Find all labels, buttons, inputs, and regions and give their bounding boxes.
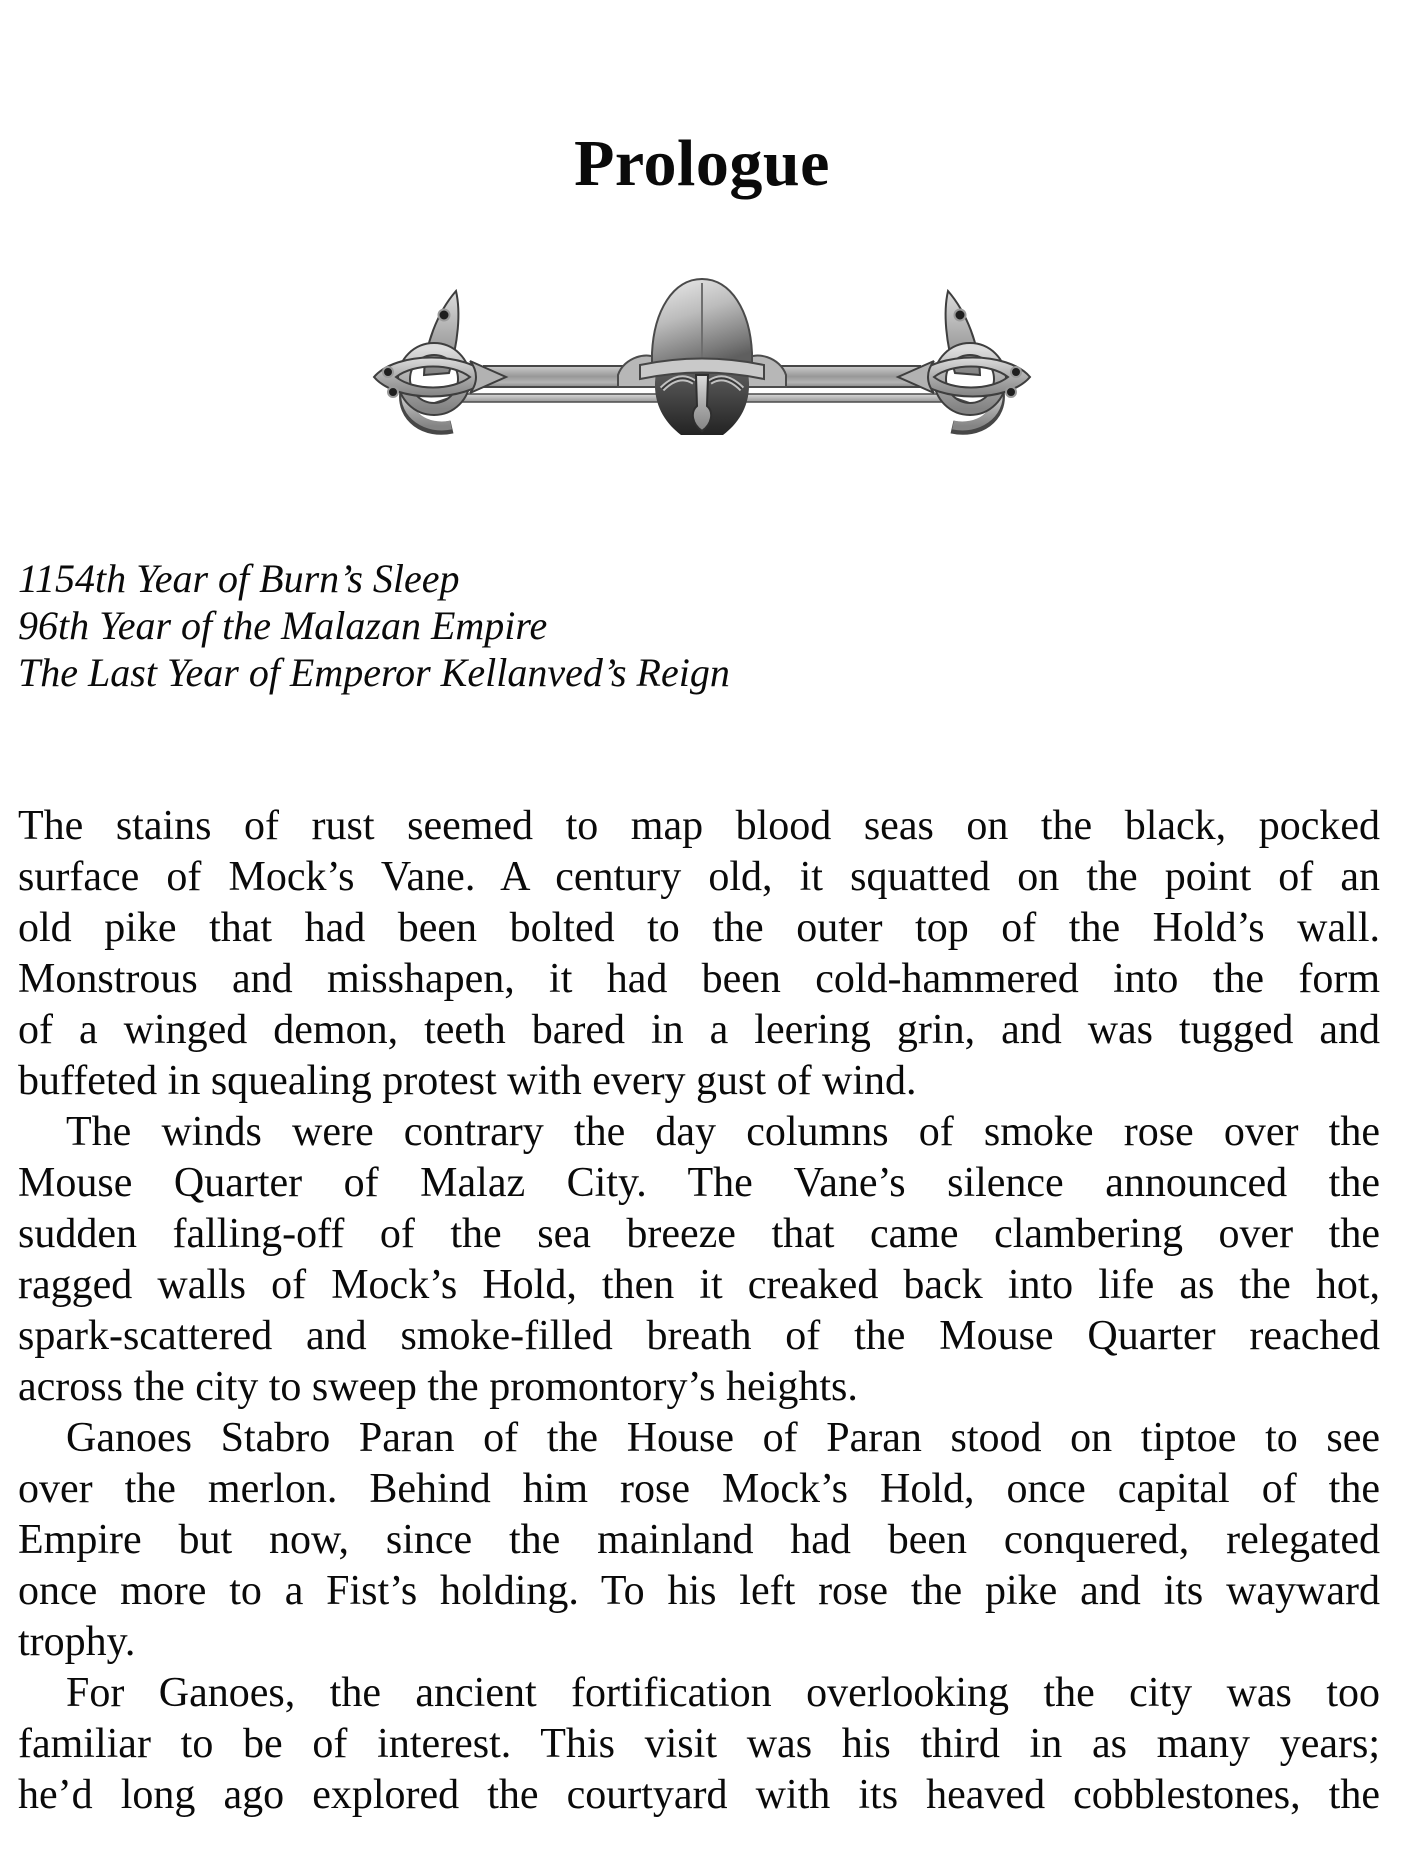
text-line: surface of Mock’s Vane. A century old, it squatted on the point of an xyxy=(18,854,1380,900)
text-line: buffeted in squealing protest with every gust of wind. xyxy=(18,1058,917,1104)
paragraph xyxy=(18,801,1380,1107)
text-line: For Ganoes, the ancient fortification overlooking the city was too xyxy=(66,1670,1380,1716)
text-line: once more to a Fist’s holding. To his left rose the pike and its wayward xyxy=(18,1568,1380,1614)
paragraph xyxy=(18,1107,1380,1413)
text-line: sudden falling-off of the sea breeze that came clambering over the xyxy=(18,1211,1380,1257)
text-line: Monstrous and misshapen, it had been cold-hammered into the form xyxy=(18,956,1380,1002)
helmet-knotwork-divider-icon xyxy=(372,275,1032,435)
text-line: spark-scattered and smoke-filled breath of the Mouse Quarter reached xyxy=(18,1313,1380,1359)
paragraph xyxy=(18,1413,1380,1668)
text-line: Ganoes Stabro Paran of the House of Paran stood on tiptoe to see xyxy=(66,1415,1380,1461)
chapter-title: Prologue xyxy=(574,127,830,200)
text-line: he’d long ago explored the courtyard with its heaved cobblestones, the xyxy=(18,1772,1380,1818)
text-line: Mouse Quarter of Malaz City. The Vane’s silence announced the xyxy=(18,1160,1380,1206)
text-line: ragged walls of Mock’s Hold, then it creaked back into life as the hot, xyxy=(18,1262,1380,1308)
text-line: old pike that had been bolted to the outer top of the Hold’s wall. xyxy=(18,905,1380,951)
epigraph-line: 96th Year of the Malazan Empire xyxy=(18,603,548,648)
text-line: Empire but now, since the mainland had been conquered, relegated xyxy=(18,1517,1380,1563)
text-line: of a winged demon, teeth bared in a leering grin, and was tugged and xyxy=(18,1007,1380,1053)
epigraph xyxy=(18,555,730,696)
text-line: trophy. xyxy=(18,1619,136,1665)
text-line: The winds were contrary the day columns of smoke rose over the xyxy=(66,1109,1380,1155)
body-text xyxy=(18,801,1380,1821)
text-line: The stains of rust seemed to map blood seas on the black, pocked xyxy=(18,803,1380,849)
epigraph-line: The Last Year of Emperor Kellanved’s Reign xyxy=(18,650,730,695)
paragraph xyxy=(18,1668,1380,1821)
text-line: familiar to be of interest. This visit was his third in as many years; xyxy=(18,1721,1380,1767)
text-line: across the city to sweep the promontory’s heights. xyxy=(18,1364,858,1410)
text-line: over the merlon. Behind him rose Mock’s Hold, once capital of the xyxy=(18,1466,1380,1512)
epigraph-line: 1154th Year of Burn’s Sleep xyxy=(18,556,460,601)
